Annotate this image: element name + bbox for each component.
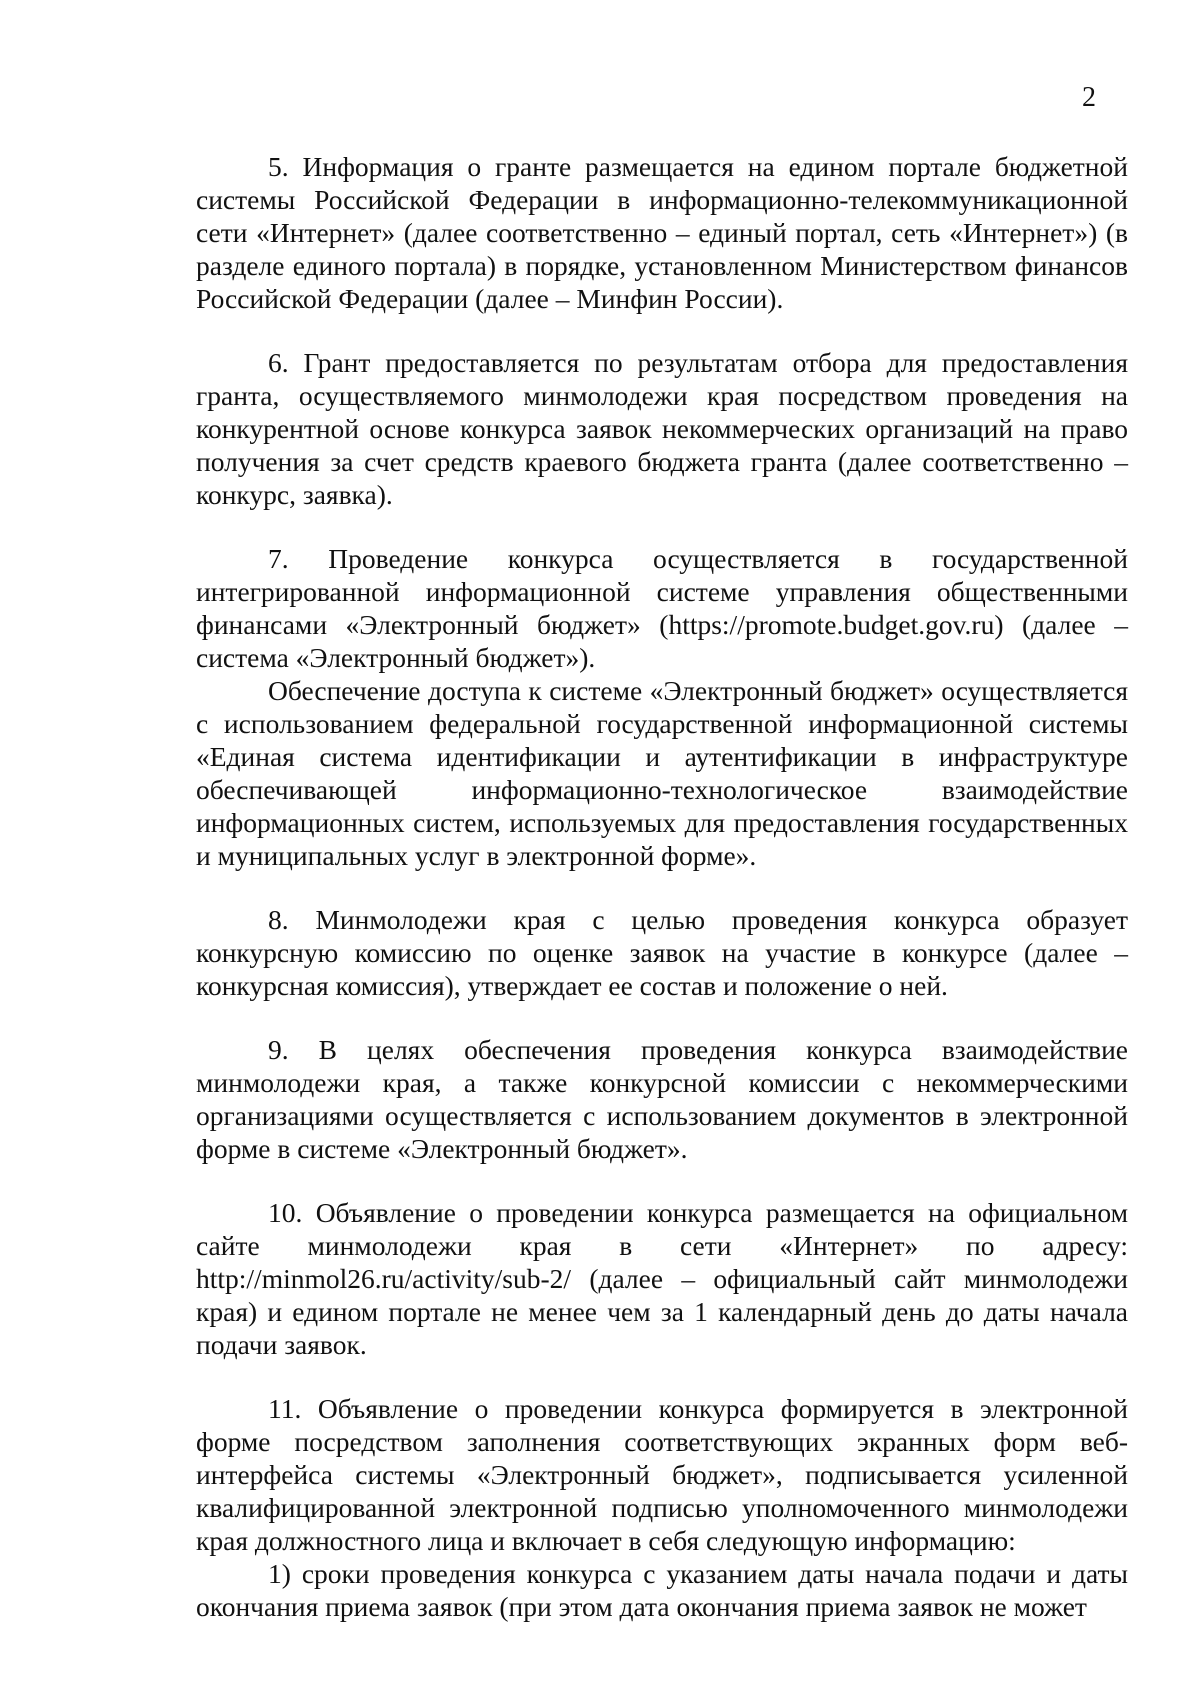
paragraph-7: 7. Проведение конкурса осуществляется в государственной интегрированной информационной системе управления общественными финансами «Электронный бюджет» (https://promote.budget.gov.ru) (далее – система «Электронный бюджет»). xyxy=(196,543,1128,673)
document-body xyxy=(196,150,1128,1623)
paragraph-9: 9. В целях обеспечения проведения конкурса взаимодействие минмолодежи края, а также конкурсной комиссии с некоммерческими организациями осуществляется с использованием документов в электронной форме в системе «Электронный бюджет». xyxy=(196,1034,1128,1164)
paragraph-7-access: Обеспечение доступа к системе «Электронный бюджет» осуществляется с использованием федеральной государственной информационной системы «Единая система идентификации и аутентификации в инфраструктуре обеспечивающей информационно-технологическое взаимодействие информационных систем, используемых для предоставления государственных и муниципальных услуг в электронной форме». xyxy=(196,675,1128,871)
paragraph-6: 6. Грант предоставляется по результатам отбора для предоставления гранта, осуществляемого минмолодежи края посредством проведения на конкурентной основе конкурса заявок некоммерческих организаций на право получения за счет средств краевого бюджета гранта (далее соответственно – конкурс, заявка). xyxy=(196,347,1128,510)
page-number: 2 xyxy=(1082,82,1096,113)
paragraph-11: 11. Объявление о проведении конкурса формируется в электронной форме посредством заполнения соответствующих экранных форм веб-интерфейса системы «Электронный бюджет», подписывается усиленной квалифицированной электронной подписью уполномоченного минмолодежи края должностного лица и включает в себя следующую информацию: xyxy=(196,1393,1128,1556)
paragraph-10: 10. Объявление о проведении конкурса размещается на официальном сайте минмолодежи края в сети «Интернет» по адресу: http://minmol26.ru/activity/sub-2/ (далее – официальный сайт минмолодежи края) и едином портале не менее чем за 1 календарный день до даты начала подачи заявок. xyxy=(196,1197,1128,1360)
paragraph-5: 5. Информация о гранте размещается на едином портале бюджетной системы Российской Федерации в информационно-телекоммуникационной сети «Интернет» (далее соответственно – единый портал, сеть «Интернет») (в разделе единого портала) в порядке, установленном Министерством финансов Российской Федерации (далее – Минфин России). xyxy=(196,151,1128,314)
paragraph-8: 8. Минмолодежи края с целью проведения конкурса образует конкурсную комиссию по оценке заявок на участие в конкурсе (далее – конкурсная комиссия), утверждает ее состав и положение о ней. xyxy=(196,904,1128,1001)
paragraph-11-item-1: 1) сроки проведения конкурса с указанием даты начала подачи и даты окончания приема заявок (при этом дата окончания приема заявок не может xyxy=(196,1558,1128,1622)
